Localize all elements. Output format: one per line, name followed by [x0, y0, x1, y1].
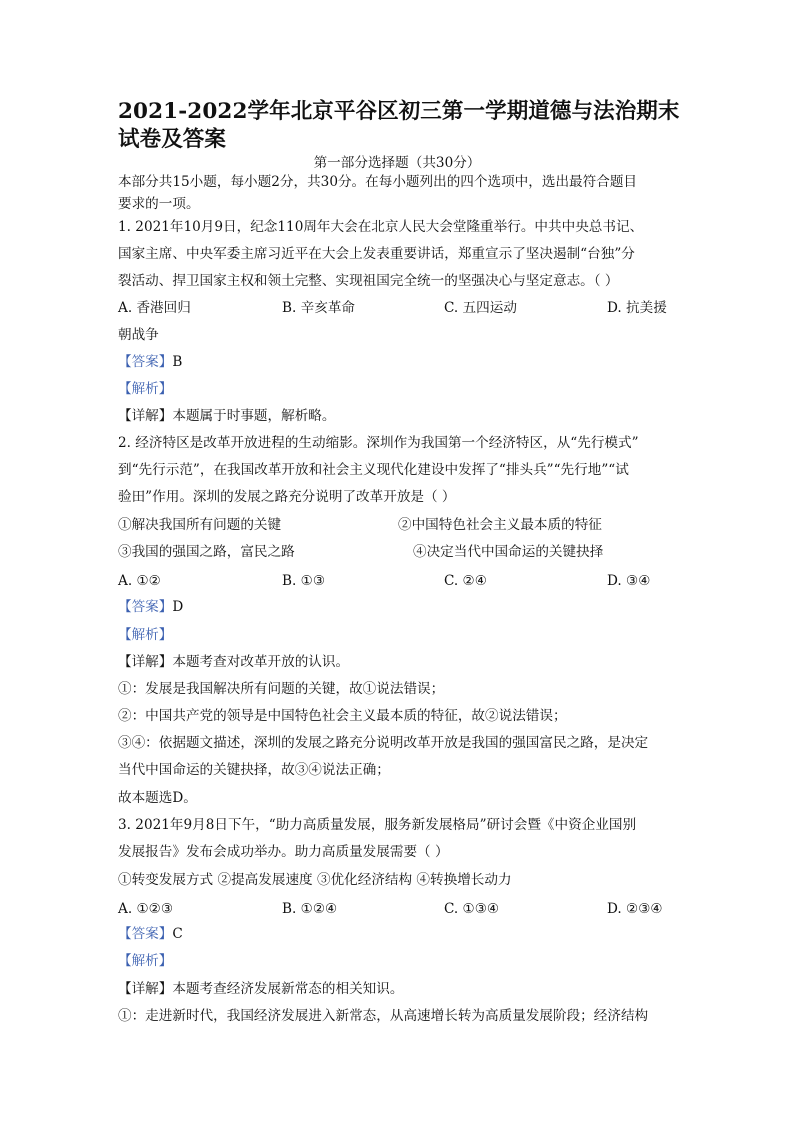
question-2-explanation-4: 当代中国命运的关键抉择，故③④说法正确；: [118, 762, 390, 778]
question-3-statements: ①转变发展方式 ②提高发展速度 ③优化经济结构 ④转换增长动力: [118, 872, 512, 888]
question-1-answer: [118, 353, 182, 371]
detail-text: 本题考查对改革开放的认识。: [172, 654, 350, 670]
detail-tag: 【详解】: [118, 981, 173, 997]
question-1-option-b: B. 辛亥革命: [282, 300, 356, 316]
question-2-explanation-3: ③④：依据题文描述，深圳的发展之路充分说明改革开放是我国的强国富民之路，是决定: [118, 735, 649, 751]
question-3-option-c: C. ①③④: [444, 901, 500, 917]
question-1-line-3: 裂活动、捍卫国家主权和领土完整、实现祖国完全统一的坚强决心与坚定意志。（ ）: [118, 273, 619, 289]
analysis-tag: 【解析】: [118, 953, 173, 969]
detail-tag: 【详解】: [118, 408, 173, 424]
question-1-detail: [118, 407, 336, 425]
question-1-line-2: 国家主席、中央军委主席习近平在大会上发表重要讲话，郑重宣示了坚决遏制“台独”分: [118, 246, 635, 262]
answer-value: C: [172, 926, 183, 942]
question-3-option-b: B. ①②④: [282, 901, 338, 917]
question-3-detail: [118, 980, 403, 998]
question-3-option-d: D. ②③④: [607, 901, 663, 917]
question-3-answer: [118, 925, 183, 943]
question-1-analysis-tag: [118, 380, 172, 398]
question-2-answer: [118, 598, 183, 616]
answer-tag: 【答案】: [118, 599, 173, 615]
question-2-statement-1: ①解决我国所有问题的关键: [118, 517, 282, 533]
question-2-conclusion: 故本题选D。: [118, 790, 197, 806]
question-2-option-a: A. ①②: [118, 573, 161, 589]
section-heading: 第一部分选择题（共30分）: [313, 155, 481, 171]
question-2-statement-3: ③我国的强国之路，富民之路: [118, 544, 295, 560]
question-2-statement-2: ②中国特色社会主义最本质的特征: [398, 517, 602, 533]
question-2-option-c: C. ②④: [444, 573, 487, 589]
question-2-option-b: B. ①③: [282, 573, 326, 589]
answer-value: D: [172, 599, 184, 615]
question-3-line-1: 3. 2021年9月8日下午，“助力高质量发展，服务新发展格局”研讨会暨《中资企业国别: [118, 817, 637, 833]
question-2-statement-4: ④决定当代中国命运的关键抉择: [413, 544, 604, 560]
instructions-line-1: 本部分共15小题，每小题2分，共30分。在每小题列出的四个选项中，选出最符合题目: [118, 174, 638, 190]
answer-tag: 【答案】: [118, 354, 173, 370]
document-title: 2021-2022学年北京平谷区初三第一学期道德与法治期末试卷及答案: [118, 99, 680, 152]
question-2-option-d: D. ③④: [607, 573, 651, 589]
question-2-line-1: 2. 经济特区是改革开放进程的生动缩影。深圳作为我国第一个经济特区，从“先行模式”: [118, 435, 639, 451]
answer-tag: 【答案】: [118, 926, 173, 942]
question-1-line-1: 1. 2021年10月9日，纪念110周年大会在北京人民大会堂隆重举行。中共中央总书记、: [118, 219, 644, 235]
question-1-option-d-cont: 朝战争: [118, 327, 159, 343]
question-1-option-c: C. 五四运动: [444, 300, 517, 316]
instructions-line-2: 要求的一项。: [118, 196, 200, 212]
question-3-option-a: A. ①②③: [118, 901, 174, 917]
question-2-explanation-2: ②：中国共产党的领导是中国特色社会主义最本质的特征，故②说法错误；: [118, 708, 567, 724]
question-2-line-3: 验田”作用。深圳的发展之路充分说明了改革开放是（ ）: [118, 489, 456, 505]
question-2-explanation-1: ①：发展是我国解决所有问题的关键，故①说法错误；: [118, 681, 445, 697]
question-3-analysis-tag: [118, 952, 172, 970]
detail-text: 本题属于时事题，解析略。: [172, 408, 336, 424]
question-1-option-d: D. 抗美援: [607, 300, 667, 316]
question-2-analysis-tag: [118, 626, 172, 644]
detail-text: 本题考查经济发展新常态的相关知识。: [172, 981, 404, 997]
question-3-explanation-1: ①：走进新时代，我国经济发展进入新常态，从高速增长转为高质量发展阶段；经济结构: [118, 1008, 649, 1024]
question-2-line-2: 到“先行示范”，在我国改革开放和社会主义现代化建设中发挥了“排头兵”“先行地”“试: [118, 462, 629, 478]
question-3-line-2: 发展报告》发布会成功举办。助力高质量发展需要（ ）: [118, 844, 449, 860]
answer-value: B: [172, 354, 183, 370]
question-2-detail: [118, 653, 349, 671]
analysis-tag: 【解析】: [118, 627, 173, 643]
question-1-option-a: A. 香港回归: [118, 300, 191, 316]
analysis-tag: 【解析】: [118, 381, 173, 397]
detail-tag: 【详解】: [118, 654, 173, 670]
